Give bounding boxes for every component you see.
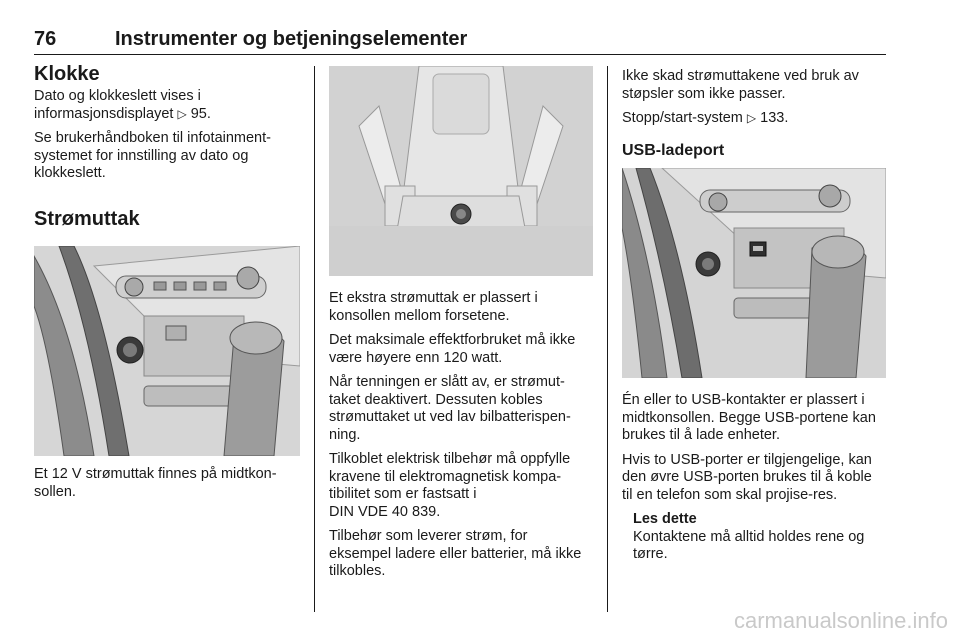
power-outlet-drawing	[34, 246, 300, 456]
column-3	[622, 68, 886, 177]
note-title: Les dette	[633, 511, 697, 527]
page-reference-icon: ▷	[177, 106, 187, 121]
column-2	[329, 290, 593, 588]
clock-p1-text: Dato og klokkeslett vises i informasjonsdisplayet	[34, 88, 201, 122]
col2-paragraph-4	[329, 451, 593, 521]
col3-p2-text: Stopp/start-system	[622, 110, 743, 126]
power-outlet-illustration	[34, 246, 300, 456]
column-divider-1	[314, 66, 315, 612]
page-header	[34, 28, 886, 50]
clock-paragraph-2: Se brukerhåndboken til infotainment-systemet for innstilling av dato og klokkeslett.	[34, 130, 271, 181]
power-outlet-caption: Et 12 V strømuttak finnes på midtkon-sollen.	[34, 466, 277, 500]
col3-paragraph-1: Ikke skad strømuttakene ved bruk av støpsler som ikke passer.	[622, 68, 859, 102]
rear-outlet-drawing	[329, 66, 593, 276]
page-number: 76	[34, 28, 57, 50]
col3-paragraph-3: Én eller to USB-kontakter er plassert i midtkonsollen. Begge USB-portene kan brukes til å lade enheter.	[622, 392, 876, 443]
note-text: Kontaktene må alltid holdes rene og tørre.	[633, 528, 865, 562]
clock-p1-ref: 95.	[190, 105, 211, 122]
power-outlet-heading: Strømuttak	[34, 207, 140, 230]
column-divider-2	[607, 66, 608, 612]
col2-p4-line1: Tilkoblet elektrisk tilbehør må oppfylle kravene til elektromagnetisk kompa-tibilitet som er fastsatt i	[329, 451, 571, 502]
page-reference-icon: ▷	[746, 111, 757, 125]
clock-heading: Klokke	[34, 63, 100, 85]
power-outlet-caption-block	[34, 466, 300, 508]
usb-port-drawing	[622, 168, 886, 378]
rear-outlet-illustration	[329, 66, 593, 276]
column-3-lower	[622, 392, 886, 564]
clock-paragraph-1	[34, 88, 300, 123]
usb-port-illustration	[622, 168, 886, 378]
header-rule	[34, 54, 886, 55]
watermark: carmanualsonline.info	[733, 608, 948, 633]
usb-heading: USB-ladeport	[622, 141, 725, 159]
col2-p4-line2: DIN VDE 40 839.	[329, 503, 441, 520]
note-box	[633, 511, 886, 564]
col2-paragraph-5: Tilbehør som leverer strøm, for eksempel ladere eller batterier, må ikke tilkobles.	[329, 528, 582, 579]
column-1	[34, 62, 300, 233]
col3-paragraph-4: Hvis to USB-porter er tilgjengelige, kan den øvre USB-porten brukes til å koble til en telefon som skal projise-res.	[622, 451, 872, 503]
col2-paragraph-1: Et ekstra strømuttak er plassert i konsollen mellom forsetene.	[329, 290, 538, 324]
col2-paragraph-3: Når tenningen er slått av, er strømut-taket deaktivert. Dessuten kobles strømuttaket ut ved lav bilbatterispen-ning.	[329, 374, 571, 443]
col2-paragraph-2: Det maksimale effektforbruket må ikke være høyere enn 120 watt.	[329, 332, 576, 366]
page-title: Instrumenter og betjeningselementer	[115, 28, 468, 50]
spacer	[34, 190, 300, 207]
col3-paragraph-2	[622, 110, 886, 128]
col3-p2-ref: 133.	[760, 110, 789, 126]
